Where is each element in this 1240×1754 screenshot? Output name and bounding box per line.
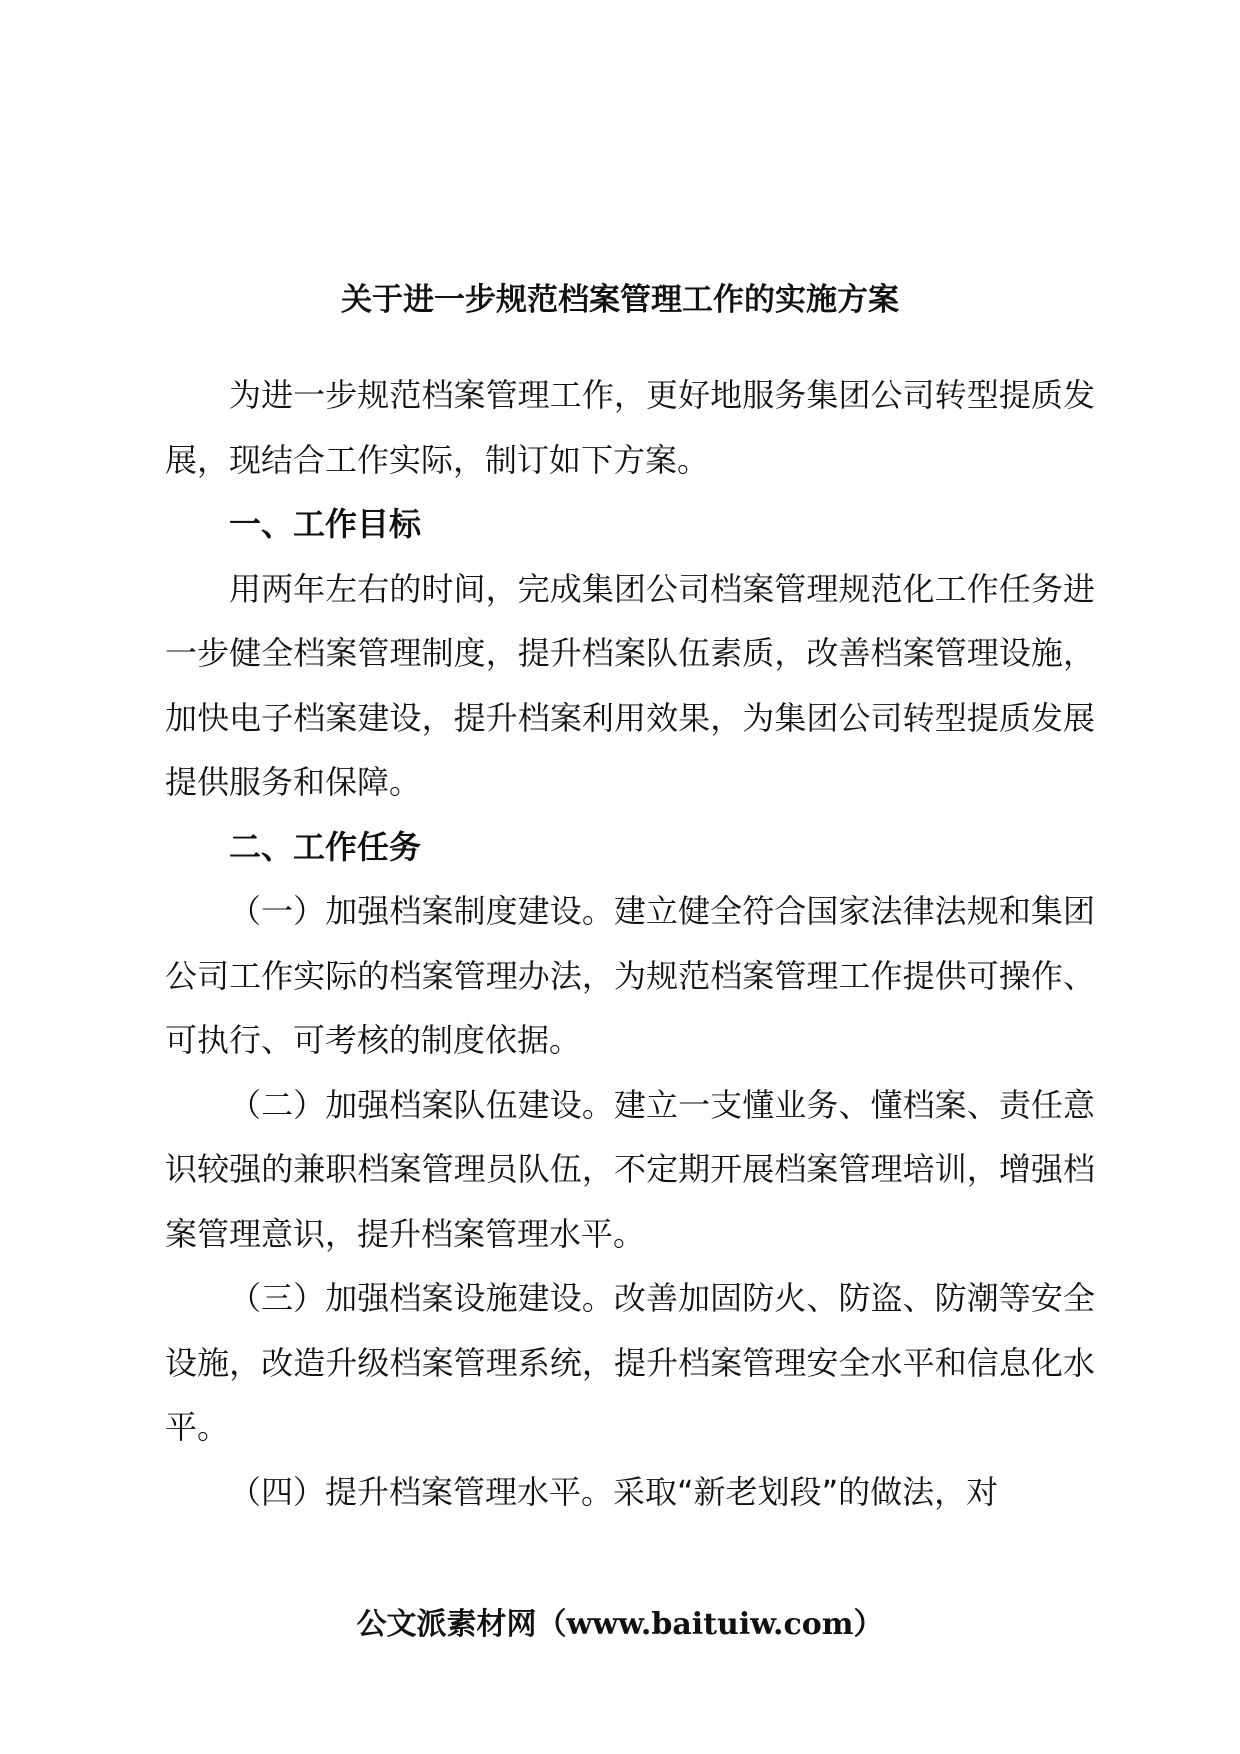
goals-paragraph: 用两年左右的时间，完成集团公司档案管理规范化工作任务进一步健全档案管理制度，提升档案队伍素质，改善档案管理设施，加快电子档案建设，提升档案利用效果，为集团公司转型提质发展提供服务和保障。 bbox=[165, 569, 1095, 801]
footer-site-name: 公文派素材网 bbox=[356, 1607, 537, 1642]
footer-url: （www.baituiw.com） bbox=[536, 1607, 884, 1642]
document-title: 关于进一步规范档案管理工作的实施方案 bbox=[341, 282, 899, 318]
task-item-3: （三）加强档案设施建设。改善加固防火、防盗、防潮等安全设施，改造升级档案管理系统，提升档案管理安全水平和信息化水平。 bbox=[165, 1279, 1095, 1446]
task-item-4: （四）提升档案管理水平。采取“新老划段”的做法，对 bbox=[229, 1472, 999, 1511]
section-heading-tasks: 二、工作任务 bbox=[229, 827, 422, 866]
page-footer bbox=[0, 1600, 1240, 1650]
section-heading-goals: 一、工作目标 bbox=[229, 505, 422, 543]
intro-paragraph: 为进一步规范档案管理工作，更好地服务集团公司转型提质发展，现结合工作实际，制订如下方案。 bbox=[165, 376, 1095, 479]
task-item-2: （二）加强档案队伍建设。建立一支懂业务、懂档案、责任意识较强的兼职档案管理员队伍，不定期开展档案管理培训，增强档案管理意识，提升档案管理水平。 bbox=[165, 1085, 1095, 1253]
document-body bbox=[165, 363, 1095, 1524]
task-item-1: （一）加强档案制度建设。建立健全符合国家法律法规和集团公司工作实际的档案管理办法，为规范档案管理工作提供可操作、可执行、可考核的制度依据。 bbox=[165, 892, 1095, 1059]
